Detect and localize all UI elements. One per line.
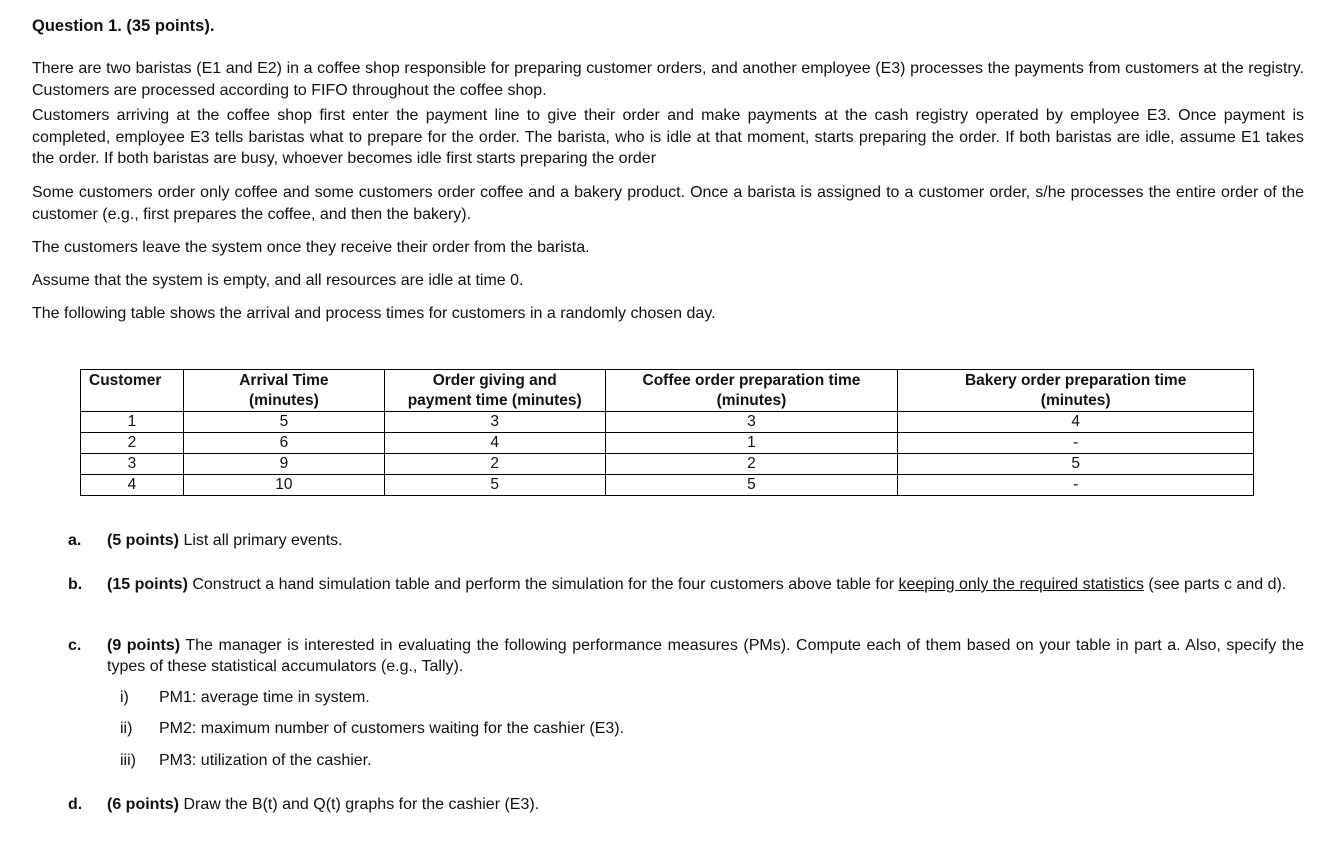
table-cell: 1 (605, 433, 898, 454)
table-cell: 5 (605, 475, 898, 496)
question-body (107, 636, 1304, 677)
table-row (81, 475, 1254, 496)
header-line: (minutes) (716, 392, 787, 409)
question-points: (6 points) (107, 796, 179, 813)
subitem-pm2 (120, 719, 624, 739)
question-a (68, 531, 1304, 552)
question-text: Construct a hand simulation table and perform the simulation for the four customers above table for (187, 576, 899, 593)
table-cell: 5 (384, 475, 605, 496)
table-cell: 10 (183, 475, 384, 496)
table-cell: - (898, 475, 1254, 496)
table-cell: 2 (81, 433, 184, 454)
question-body (107, 795, 1304, 816)
process-paragraph: Customers arriving at the coffee shop first enter the payment line to give their order and make payments at the cash registry operated by employee E3. Once payment is completed, employee E3 tells baristas what to prepare for the order. The barista, who is idle at that moment, starts preparing the order. If both baristas are idle, assume E1 takes the order. If both baristas are busy, whoever becomes idle first starts preparing the order (32, 107, 1304, 167)
question-points: (5 points) (107, 532, 179, 549)
header-line: (minutes) (1040, 392, 1111, 409)
subitem-text: PM2: maximum number of customers waiting for the cashier (E3). (159, 720, 625, 737)
table-cell: 4 (81, 475, 184, 496)
table-cell: - (898, 433, 1254, 454)
subitem-pm3 (120, 751, 372, 771)
question-b (68, 575, 1304, 596)
header-arrival-time (183, 370, 384, 412)
table-cell: 2 (605, 454, 898, 475)
order-paragraph: Some customers order only coffee and some customers order coffee and a bakery product. Once a barista is assigned to a customer order, s/he processes the entire order of the customer (e.g., first prepares the coffee, and then the bakery). (32, 184, 1304, 223)
question-title: Question 1. (35 points). (32, 17, 215, 35)
table-row (81, 412, 1254, 433)
question-letter: a. (68, 532, 82, 549)
table-intro-paragraph: The following table shows the arrival and process times for customers in a randomly chosen day. (32, 305, 716, 322)
table-cell: 2 (384, 454, 605, 475)
table-header-row (81, 370, 1254, 412)
question-points: (15 points) (107, 576, 188, 593)
intro-paragraph: There are two baristas (E1 and E2) in a coffee shop responsible for preparing customer orders, and another employee (E3) processes the payments from customers at the registry. Customers are processed according to FIFO throughout the coffee shop. (32, 60, 1304, 99)
subitem-number: i) (120, 689, 129, 706)
header-payment-time (384, 370, 605, 412)
table-cell: 4 (384, 433, 605, 454)
question-text: The manager is interested in evaluating the following performance measures (PMs). Compute each of them based on your table in part a. Also, specify the types of these statistical accumulators (e.g., Tally). (107, 637, 1304, 675)
header-bakery-time (898, 370, 1254, 412)
subitem-text: PM3: utilization of the cashier. (159, 752, 372, 769)
question-points: (9 points) (107, 637, 181, 654)
table-row (81, 433, 1254, 454)
header-line: Arrival Time (239, 372, 329, 389)
question-text: Draw the B(t) and Q(t) graphs for the cashier (E3). (179, 796, 540, 813)
question-letter: b. (68, 576, 83, 593)
header-line: Order giving and (432, 372, 557, 389)
question-body (107, 575, 1304, 596)
question-text: List all primary events. (179, 532, 343, 549)
subitem-number: iii) (120, 752, 136, 769)
table-cell: 9 (183, 454, 384, 475)
header-customer (81, 370, 184, 412)
header-line: Customer (89, 372, 162, 389)
question-text: (see parts c and d). (1143, 576, 1287, 593)
subitem-number: ii) (120, 720, 133, 737)
header-coffee-time (605, 370, 898, 412)
table-cell: 4 (898, 412, 1254, 433)
assumption-paragraph: Assume that the system is empty, and all resources are idle at time 0. (32, 272, 524, 289)
table-cell: 3 (384, 412, 605, 433)
table-cell: 5 (898, 454, 1254, 475)
subitem-pm1 (120, 688, 370, 708)
table-row (81, 454, 1254, 475)
table-cell: 5 (183, 412, 384, 433)
question-letter: d. (68, 796, 83, 813)
question-c (68, 636, 1304, 677)
table-cell: 3 (81, 454, 184, 475)
subitem-text: PM1: average time in system. (159, 689, 370, 706)
question-letter: c. (68, 637, 82, 654)
table-cell: 6 (183, 433, 384, 454)
table-cell: 3 (605, 412, 898, 433)
question-body (107, 531, 1304, 552)
header-line: payment time (minutes) (407, 392, 582, 409)
table-cell: 1 (81, 412, 184, 433)
arrival-process-table (80, 369, 1254, 496)
question-d (68, 795, 1304, 816)
underlined-phrase: keeping only the required statistics (898, 576, 1144, 593)
header-line: Bakery order preparation time (964, 372, 1187, 389)
leave-paragraph: The customers leave the system once they receive their order from the barista. (32, 239, 590, 256)
header-line: (minutes) (249, 392, 319, 409)
header-line: Coffee order preparation time (642, 372, 861, 389)
